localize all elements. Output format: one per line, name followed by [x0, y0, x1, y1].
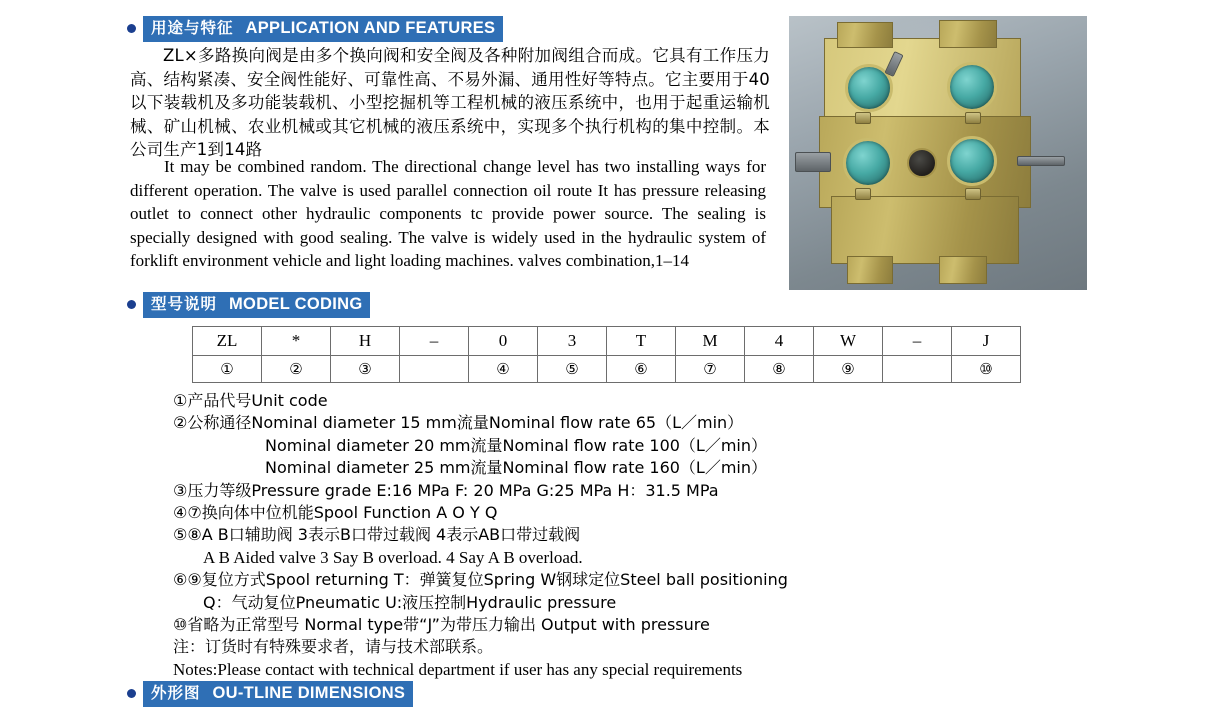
table-cell-code: –	[400, 327, 469, 356]
legend-line: A B Aided valve 3 Say B overload. 4 Say A B overload.	[203, 547, 583, 567]
legend-line: ④⑦换向体中位机能Spool Function A O Y Q	[173, 503, 498, 523]
table-cell-number: ④	[469, 356, 538, 383]
application-paragraph-en: It may be combined random. The directional change level has two installing ways for different operation. The valve is used parallel connection oil route It has pressure releasing outlet to connect other hydraulic components tc provide power source. The sealing is specially designed with good sealing. The valve is widely used in the hydraulic system of forklift environment vehicle and light loading machines. valves combination,1–14	[130, 157, 766, 270]
table-cell-code: H	[331, 327, 400, 356]
table-cell-number: ⑤	[538, 356, 607, 383]
table-cell-number: ②	[262, 356, 331, 383]
valve-bolt-2	[965, 112, 981, 124]
valve-foot-left	[847, 256, 893, 284]
application-paragraph-cn: ZL×多路换向阀是由多个换向阀和安全阀及各种附加阀组合而成。它具有工作压力高、结构紧凑、安全阀性能好、可靠性高、不易外漏、通用性好等特点。它主要用于40以下装载机及多功能装载机、小型挖掘机等工程机械的液压系统中，也用于起重运输机械、矿山机械、农业机械或其它机械的液压系统中，实现多个执行机构的集中控制。本公司生产1到14路	[130, 46, 770, 159]
legend-line: ③压力等级Pressure grade E:16 MPa F: 20 MPa G:25 MPa H：31.5 MPa	[173, 480, 719, 500]
valve-bolt-4	[965, 188, 981, 200]
model-coding-legend	[173, 390, 1173, 681]
valve-center-hole	[907, 148, 937, 178]
legend-line: ⑩省略为正常型号 Normal type带“J”为带压力输出 Output with pressure	[173, 615, 710, 635]
table-cell-number: ⑧	[745, 356, 814, 383]
section-header-application	[127, 16, 503, 42]
table-cell-code: 3	[538, 327, 607, 356]
outline-title-en: OU-TLINE DIMENSIONS	[212, 684, 406, 702]
table-cell-number	[883, 356, 952, 383]
valve-foot-right	[939, 256, 987, 284]
table-cell-code: J	[952, 327, 1021, 356]
model-coding-table	[192, 326, 1021, 383]
valve-bolt-3	[855, 188, 871, 200]
valve-top-cap-left	[837, 22, 893, 48]
section-header-outline	[127, 681, 413, 707]
product-photo	[789, 16, 1087, 290]
legend-line: Nominal diameter 20 mm流量Nominal flow rate 100（L／min）	[265, 435, 768, 455]
model-coding-header-box	[143, 292, 370, 318]
table-cell-code: –	[883, 327, 952, 356]
application-header-box	[143, 16, 503, 42]
bullet-icon	[127, 689, 136, 698]
table-cell-number	[400, 356, 469, 383]
table-cell-code: 4	[745, 327, 814, 356]
valve-side-rod-left	[795, 152, 831, 172]
legend-line: Notes:Please contact with technical department if user has any special requirements	[173, 659, 743, 679]
model-coding-title-cn: 型号说明	[151, 295, 218, 313]
table-cell-code: W	[814, 327, 883, 356]
legend-line: Nominal diameter 25 mm流量Nominal flow rate 160（L／min）	[265, 458, 768, 478]
valve-port-bottom-right	[947, 136, 997, 186]
table-cell-number: ⑥	[607, 356, 676, 383]
table-cell-number: ⑩	[952, 356, 1021, 383]
table-cell-number: ⑨	[814, 356, 883, 383]
table-cell-code: ZL	[193, 327, 262, 356]
valve-port-bottom-left	[843, 138, 893, 188]
application-title-en: APPLICATION AND FEATURES	[245, 19, 496, 37]
section-header-model-coding	[127, 292, 370, 318]
valve-lower-block	[831, 196, 1019, 264]
table-cell-number: ③	[331, 356, 400, 383]
table-cell-code: M	[676, 327, 745, 356]
table-cell-number: ⑦	[676, 356, 745, 383]
legend-line: ②公称通径Nominal diameter 15 mm流量Nominal flow rate 65（L／min）	[173, 413, 744, 433]
table-cell-code: *	[262, 327, 331, 356]
table-cell-code: T	[607, 327, 676, 356]
bullet-icon	[127, 300, 136, 309]
bullet-icon	[127, 24, 136, 33]
outline-title-cn: 外形图	[151, 684, 201, 702]
legend-line: ⑥⑨复位方式Spool returning T：弹簧复位Spring W钢球定位Steel ball positioning	[173, 570, 788, 590]
table-row-numbers	[193, 356, 1021, 383]
table-row-codes	[193, 327, 1021, 356]
table-cell-number: ①	[193, 356, 262, 383]
valve-side-rod-right	[1017, 156, 1065, 166]
outline-header-box	[143, 681, 413, 707]
application-title-cn: 用途与特征	[151, 19, 234, 37]
legend-line: Q：气动复位Pneumatic U:液压控制Hydraulic pressure	[203, 592, 617, 612]
legend-line: ①产品代号Unit code	[173, 391, 328, 410]
legend-line: 注：订货时有特殊要求者，请与技术部联系。	[173, 637, 494, 657]
valve-bolt-1	[855, 112, 871, 124]
legend-line: ⑤⑧A B口辅助阀 3表示B口带过载阀 4表示AB口带过载阀	[173, 525, 581, 545]
valve-port-top-right	[947, 62, 997, 112]
table-cell-code: 0	[469, 327, 538, 356]
model-coding-title-en: MODEL CODING	[229, 295, 363, 313]
valve-top-cap-right	[939, 20, 997, 48]
